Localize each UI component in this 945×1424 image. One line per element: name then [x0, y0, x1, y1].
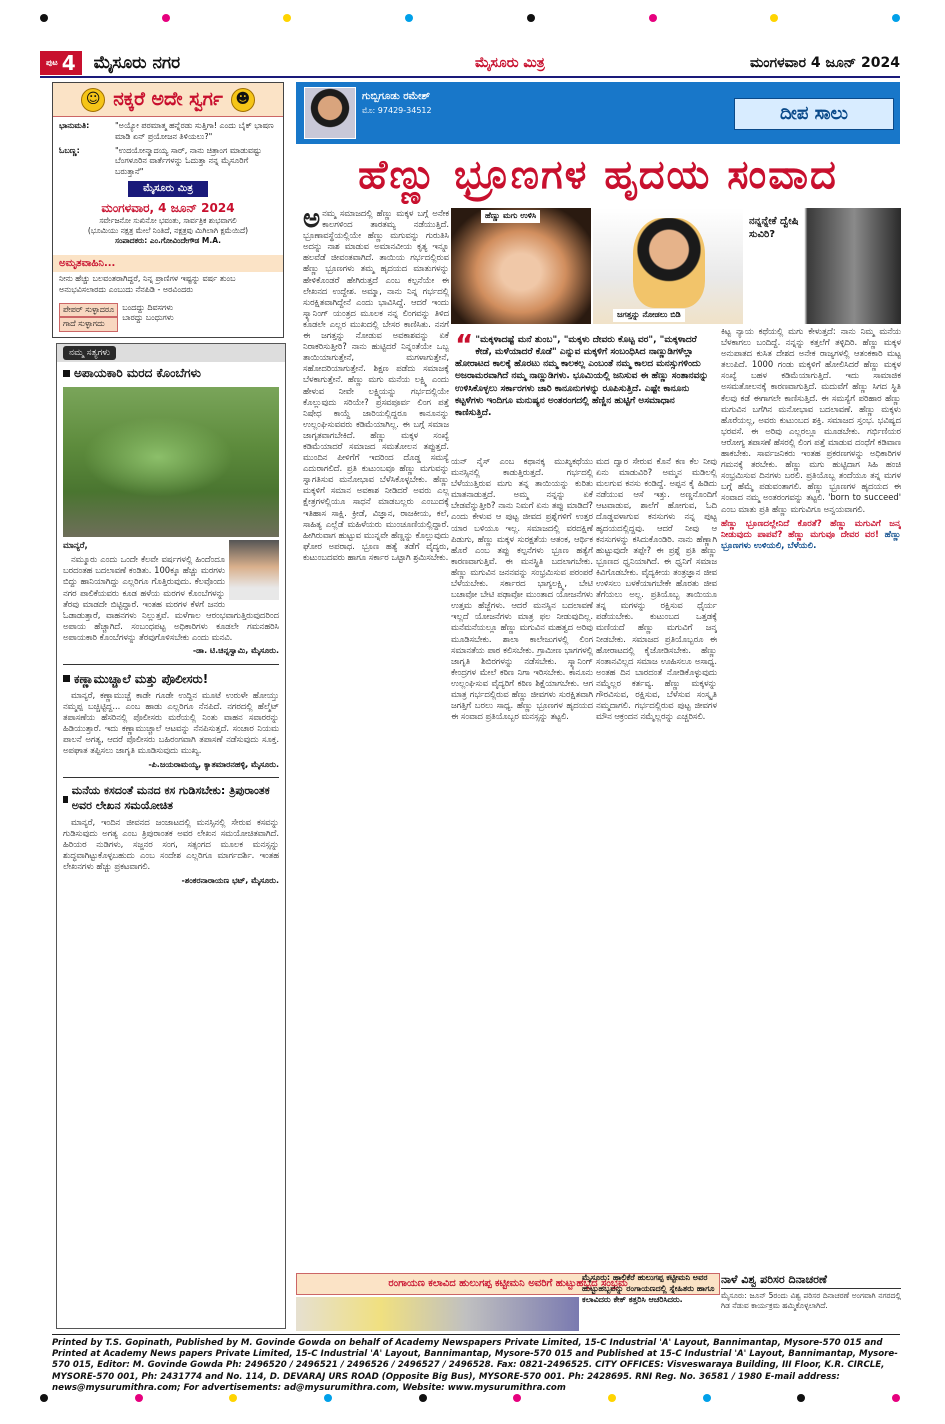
pull-quote-text: "ಮಕ್ಕಳಾದಷ್ಟೆ ಮನೆ ತುಂಬ", "ಮಕ್ಕಳು ದೇವರು ಕೊಟ್ಟ ವರ", "ಮಕ್ಕಳಾದರೆ ಕೇಡೆ, ಮಳೆಯಾದರೆ ಕೊಡೆ" ಎನ್ನುವ ಮಕ್ಕಳಿಗೆ ಸಂಬಂಧಿಸಿದ ನಾಣ್ಣುಡಿಗಳೆಲ್ಲಾ ಹೋರಾಟದ ಕಾಲಕ್ಕೆ ಹೊರಟು ನಮ್ಮ ಕಾಲಕಲ್ಲ ಎಂಬಂತೆ ನಮ್ಮ ಕಾಲದ ಮನಸ್ಸುಗಳಿಂದು ಅಜರಾಮರವಾಗಿದೆ ನಮ್ಮ ನಾಣ್ಣುಡಿಗಳು. ಭೂಮಿಯಲ್ಲಿ ಜನಿಸುವ ಈ ಹೆಣ್ಣು ಸಂತಾನವನ್ನು ಉಳಿಸಿಕೊಳ್ಳಲು ಸರ್ಕಾರಗಳು ಜಾರಿ ಕಾನೂನುಗಳನ್ನು ರೂಪಿಸುತ್ತಿದೆ. ಎಷ್ಟೇ ಕಾನೂನು ಕಟ್ಟಳೆಗಳು ಇಂದಿಗೂ ಮನುಷ್ಯನ ಅಂತರಂಗದಲ್ಲಿ ಹೆಣ್ಣಿನ ಹುಟ್ಟಿಗೆ ಅಸಮಾಧಾನ ಕಾಣಿಸುತ್ತಿದೆ.: [455, 335, 709, 418]
letter-title-text: ಕಣ್ಣಾಮುಚ್ಚಾಲೆ ಮತ್ತು ಪೊಲೀಸರು!: [74, 671, 209, 686]
birthday-event-photo: [296, 1297, 579, 1331]
letter-title-text: ಅಪಾಯಕಾರಿ ಮರದ ಕೊಂಬೆಗಳು: [74, 366, 201, 380]
article-headline: ಹೆಣ್ಣು ಭ್ರೂಣಗಳ ಹೃದಯ ಸಂವಾದ: [358, 152, 838, 198]
tree-photo: [63, 387, 279, 537]
nakkare-date: ಮಂಗಳವಾರ, 4 ಜೂನ್ 2024: [101, 200, 235, 215]
column-banner: [296, 82, 900, 144]
letter-body: [57, 690, 285, 757]
masthead: [40, 50, 900, 78]
child-portrait-photo: [745, 208, 901, 324]
article-column-3: [596, 456, 717, 1270]
page-label: ಪುಟ: [46, 57, 58, 67]
divider: [63, 664, 279, 665]
editor-line: ಸಂಪಾದಕರು: ಎಂ.ಗೋವಿಂದೇಗೌಡ M.A.: [114, 236, 222, 246]
author-photo: [304, 87, 356, 139]
letter-title: [57, 668, 285, 690]
article-column-1: [303, 208, 449, 1270]
environment-day-title: ನಾಳೆ ವಿಶ್ವ ಪರಿಸರ ದಿನಾಚರಣೆ: [721, 1273, 901, 1289]
square-bullet-icon: [63, 796, 68, 803]
highlight-quote-blue: ಹೆಣ್ಣು ಭ್ರೂಣಗಳು ಉಳಿಯಲಿ, ಬೆಳೆಯಲಿ.: [721, 529, 901, 552]
speaker: ಭಾನುಮತಿ:: [59, 121, 90, 130]
author-phone: ಮೊ: 97429-34512: [362, 106, 432, 115]
letter-text: ಮಾನ್ಯರೆ, ಕಣ್ಣಾಮುಚ್ಚೆ ಕಾಡೇ ಗೂಡೇ ಉದ್ದಿನ ಮೂಟೆ ಉರುಳೇ ಹೋಯ್ತು ನಮ್ಮಪ್ಪ ಬಚ್ಚಿಟ್ಟಿದ್ದ... ಎಂಬ ಹಾಡು ಎಲ್ಲರಿಗೂ ನೆನಪಿದೆ. ನಗರದಲ್ಲಿ ಹೆಲ್ಮೆಟ್ ತಪಾಸಣೆಯ ಹೆಸರಿನಲ್ಲಿ ಪೊಲೀಸರು ಮರೆಯಲ್ಲಿ ನಿಂತು ವಾಹನ ಸವಾರರನ್ನು ಹಿಡಿಯುತ್ತಾರೆ. ಇದು ಕಣ್ಣಾಮುಚ್ಚಾಲೆ ಆಟವನ್ನು ನೆನಪಿಸುತ್ತದೆ. ಸಂಚಾರ ನಿಯಮ ಪಾಲನೆ ಅಗತ್ಯ, ಆದರೆ ಪೊಲೀಸರು ಬಹಿರಂಗವಾಗಿ ತಪಾಸಣೆ ನಡೆಸುವುದು ಸೂಕ್ತ. ಅಪಘಾತ ತಪ್ಪಿಸಲು ಜಾಗೃತಿ ಮೂಡಿಸುವುದು ಮುಖ್ಯ.: [63, 690, 279, 756]
nakkare-header: [53, 83, 283, 117]
letter-title: [57, 781, 285, 817]
registration-marks-top: [40, 14, 900, 24]
photo-caption: ಜಗತ್ತನ್ನು ನೋಡಲು ಬಿಡಿ: [613, 309, 685, 322]
motto-line: (ಭೂಮಿಯು ನಕ್ಷತ್ರ ಮೇಲೆ ನಿಂತಿದೆ, ನಕ್ಷತ್ರವು ಮಿಗಿಲಾಗಿ ಕ್ಷಮೆಯಿದೆ): [87, 226, 249, 236]
photo-question: ನನ್ನನ್ನೇಕೆ ದ್ವೇಷಿ ಸುವಿರಿ?: [749, 216, 799, 240]
amrutha-title: ಅಮೃತವಾಹಿನಿ...: [53, 255, 283, 273]
letter-text: ನಮ್ಮೂರು ಎಂದು ಒಂದೇ ಕೆಲವೇ ವರ್ಷಗಳಲ್ಲಿ ಹಿಂದೆಂದೂ ಬರದಂತಹ ಬದಲಾವಣೆ ಕಂಡಿತು. 100ಕ್ಕೂ ಹೆಚ್ಚು ಮರಗಳು ಬಿದ್ದು ಹಾನಿಯಾಗಿದ್ದು ಎಲ್ಲರಿಗೂ ಗೊತ್ತಿರುವುದು. ಕೆಲವೊಂದು ನಗರ ಪಾಲಿಕೆಯವರು ಕೂಡ ಹಳೆಯ ಮರಗಳ ಕೊಂಬೆಗಳನ್ನು ತೆರವು ಮಾಡದೇ ಬಿಟ್ಟಿದ್ದಾರೆ. ಇಂತಹ ಮರಗಳ ಕೆಳಗೆ ಜನರು ಓಡಾಡುತ್ತಾರೆ, ವಾಹನಗಳು ನಿಲ್ಲುತ್ತವೆ. ಮಳೆಗಾಲ ಆರಂಭವಾಗುತ್ತಿರುವುದರಿಂದ ಅಪಾಯ ಹೆಚ್ಚಾಗಿದೆ. ಸಂಬಂಧಪಟ್ಟ ಅಧಿಕಾರಿಗಳು ಕೂಡಲೇ ಗಮನಹರಿಸಿ ಅಪಾಯಕಾರಿ ಕೊಂಬೆಗಳನ್ನು ತೆರವುಗೊಳಿಸಬೇಕು ಎಂದು ಮನವಿ.: [63, 554, 279, 642]
registration-marks-bottom: [40, 1394, 900, 1406]
divider: [63, 777, 279, 778]
crying-girl-photo: [593, 208, 743, 324]
letter-text: ಮಾನ್ಯರೆ, ಇಂದಿನ ಜೀವನದ ಜಂಜಾಟದಲ್ಲಿ ಮನಸ್ಸಿನಲ್ಲಿ ಸೇರುವ ಕಸವನ್ನು ಗುಡಿಸುವುದು ಅಗತ್ಯ ಎಂಬ ತ್ರಿಪುರಾಂತಕ ಅವರ ಲೇಖನ ಸಮಯೋಚಿತವಾಗಿದೆ. ಹಿರಿಯರ ನುಡಿಗಳು, ಸಜ್ಜನರ ಸಂಗ, ಸತ್ಸಂಗದ ಮೂಲಕ ಮನಸ್ಸನ್ನು ಶುದ್ಧವಾಗಿಟ್ಟುಕೊಳ್ಳಬಹುದು ಎಂಬ ಸಂದೇಶ ಎಲ್ಲರಿಗೂ ಮಾರ್ಗದರ್ಶಿ. ಇಂತಹ ಲೇಖನಗಳು ಹೆಚ್ಚು ಪ್ರಕಟವಾಗಲಿ.: [63, 817, 279, 872]
highlight-quote-red: ಹೆಣ್ಣು ಭ್ರೂಣದಲ್ಲೇನಿದೆ ಕೊರತೆ? ಹೆಣ್ಣು ಮಗುವಿಗೆ ಜನ್ಮ ನೀಡುವುದು ಪಾಪವೆ? ಹೆಣ್ಣು ಮಗುವೂ ದೇವರ ವರ!: [721, 518, 901, 540]
letter-signature: -ಶಂಕರನಾರಾಯಣ ಭಟ್, ಮೈಸೂರು.: [181, 875, 279, 885]
article-text: ನಮ್ಮ ಸಮಾಜದಲ್ಲಿ ಹೆಣ್ಣು ಮಕ್ಕಳ ಬಗ್ಗೆ ಅನೇಕ ಕಾಲಗಳಿಂದ ತಾರತಮ್ಯ ನಡೆಯುತ್ತಿದೆ. ಭ್ರೂಣಾವಸ್ಥೆಯಲ್ಲಿಯೇ ಹೆಣ್ಣು ಮಗುವನ್ನು ಗುರುತಿಸಿ ಅದನ್ನು ನಾಶ ಮಾಡುವ ಅಮಾನವೀಯ ಕೃತ್ಯ ಇನ್ನೂ ಹಲವೆಡೆ ಜೀವಂತವಾಗಿದೆ. ತಾಯಿಯ ಗರ್ಭದಲ್ಲಿರುವ ಹೆಣ್ಣು ಭ್ರೂಣಗಳು ತಮ್ಮ ಹೃದಯದ ಮಾತುಗಳನ್ನು ಹೇಳಿಕೊಂಡರೆ ಹೇಗಿರುತ್ತದೆ ಎಂಬ ಕಲ್ಪನೆಯೇ ಈ ಲೇಖನದ ಉದ್ದೇಶ. ಅಮ್ಮಾ, ನಾನು ನಿನ್ನ ಗರ್ಭದಲ್ಲಿ ಸುರಕ್ಷಿತವಾಗಿದ್ದೇನೆ ಎಂದು ಭಾವಿಸಿದ್ದೆ. ಆದರೆ ಇಂದು ಸ್ಕ್ಯಾನಿಂಗ್ ಯಂತ್ರದ ಮೂಲಕ ನನ್ನ ಲಿಂಗವನ್ನು ತಿಳಿದ ಕೂಡಲೇ ಎಲ್ಲರ ಮುಖದಲ್ಲಿ ಬೇಸರ ಕಾಣಿಸಿತು. ನನಗೆ ಈ ಜಗತ್ತನ್ನು ನೋಡುವ ಅವಕಾಶವನ್ನು ಏಕೆ ನಿರಾಕರಿಸುತ್ತೀರಿ? ನಾನು ಹುಟ್ಟಿದರೆ ನಿನ್ನಂತೆಯೇ ಒಬ್ಬ ತಾಯಿಯಾಗುತ್ತೇನೆ, ಮಗಳಾಗುತ್ತೇನೆ, ಸಹೋದರಿಯಾಗುತ್ತೇನೆ. ಶಿಕ್ಷಣ ಪಡೆದು ಸಮಾಜಕ್ಕೆ ಬೆಳಕಾಗುತ್ತೇನೆ. ಹೆಣ್ಣು ಮಗು ಮನೆಯ ಲಕ್ಷ್ಮಿ ಎಂದು ಹೇಳುವ ನೀವೇ ಲಕ್ಷ್ಮಿಯನ್ನು ಗರ್ಭದಲ್ಲಿಯೇ ಕೊಲ್ಲುವುದು ಸರಿಯೇ? ಪ್ರಸವಪೂರ್ವ ಲಿಂಗ ಪತ್ತೆ ನಿಷೇಧ ಕಾಯ್ದೆ ಜಾರಿಯಲ್ಲಿದ್ದರೂ ಕಾನೂನನ್ನು ಉಲ್ಲಂಘಿಸುವವರು ಕಡಿಮೆಯಾಗಿಲ್ಲ. ಈ ಬಗ್ಗೆ ಸಮಾಜ ಜಾಗೃತವಾಗಬೇಕಿದೆ. ಹೆಣ್ಣು ಮಕ್ಕಳ ಸಂಖ್ಯೆ ಕಡಿಮೆಯಾದರೆ ಸಮಾಜದ ಸಮತೋಲನ ತಪ್ಪುತ್ತದೆ. ಮುಂದಿನ ಪೀಳಿಗೆಗೆ ಇದರಿಂದ ದೊಡ್ಡ ಸಮಸ್ಯೆ ಎದುರಾಗಲಿದೆ. ಪ್ರತಿ ಕುಟುಂಬವೂ ಹೆಣ್ಣು ಮಗುವನ್ನು ಸ್ವಾಗತಿಸುವ ಮನೋಭಾವ ಬೆಳೆಸಿಕೊಳ್ಳಬೇಕು. ಹೆಣ್ಣು ಮಕ್ಕಳಿಗೆ ಸಮಾನ ಅವಕಾಶ ನೀಡಿದರೆ ಅವರು ಎಲ್ಲ ಕ್ಷೇತ್ರಗಳಲ್ಲಿಯೂ ಸಾಧನೆ ಮಾಡಬಲ್ಲರು ಎಂಬುದಕ್ಕೆ ಇತಿಹಾಸ ಸಾಕ್ಷಿ. ಕ್ರೀಡೆ, ವಿಜ್ಞಾನ, ರಾಜಕೀಯ, ಕಲೆ, ಸಾಹಿತ್ಯ ಎಲ್ಲೆಡೆ ಮಹಿಳೆಯರು ಮುಂಚೂಣಿಯಲ್ಲಿದ್ದಾರೆ. ಹೀಗಿರುವಾಗ ಹುಟ್ಟುವ ಮುನ್ನವೇ ಹೆಣ್ಣನ್ನು ಕೊಲ್ಲುವುದು ಘೋರ ಅಪರಾಧ. ಭ್ರೂಣ ಹತ್ಯೆ ತಡೆಗೆ ವೈದ್ಯರು, ಕುಟುಂಬದವರು ಹಾಗೂ ಸರ್ಕಾರ ಒಟ್ಟಾಗಿ ಶ್ರಮಿಸಬೇಕು.: [303, 208, 449, 562]
paper-name: ಮೈಸೂರು ಮಿತ್ರ: [475, 54, 545, 71]
author-name: ಗುಬ್ಬಿಗೂಡು ರಮೇಶ್: [362, 91, 431, 102]
letter-title: [57, 362, 285, 384]
paper-logo: ಮೈಸೂರು ಮಿತ್ರ: [128, 181, 208, 197]
page-number-badge: [40, 51, 82, 75]
quote-mark-icon: “: [455, 330, 474, 361]
letter-signature: -ಪಿ.ಜಯರಾಮಯ್ಯ, ಕ್ಯಾತಮಾರನಹಳ್ಳಿ, ಮೈಸೂರು.: [148, 759, 279, 769]
letters-column: [56, 343, 286, 1329]
proverb-tags: [53, 300, 283, 336]
amrutha-text: ನೀನು ಹೆಚ್ಚು ಬಲವಂತರಾಗಿದ್ದರೆ, ನಿನ್ನ ಪ್ರಾಣಿಗಳ ಇಷ್ಟನ್ನು ವರ್ಷ ತುಂಬ ಅನುಭವಿಸಲಾರದು ಎಂಬುದು ನೆನಪಿಡಿ - ಅರವಿಂದರು: [59, 274, 236, 294]
letter-title-text: ಮನೆಯ ಕಸದಂತೆ ಮನದ ಕಸ ಗುಡಿಸಬೇಕು: ತ್ರಿಪುರಾಂತಕ ಅವರ ಲೇಖನ ಸಮಯೋಚಿತ: [71, 784, 270, 813]
proverb-line: ಬಂದದ್ದು ದಿವಸಗಳು: [122, 302, 174, 312]
laughing-face-icon: ☺: [81, 88, 105, 112]
joke-dialogue: [53, 117, 283, 251]
dialogue-row: [59, 121, 277, 143]
highlight-quote: [721, 519, 901, 553]
speaker: ಓಬಣ್ಣ:: [59, 145, 80, 155]
imprint-footer: Printed by T.S. Gopinath, Published by M. Govinde Gowda on behalf of Academy Newspapers Private Limited, 15-C Industrial 'A' Layout, Bannimantap, Mysore-570 015 and Printed at Academy News papers Private Limited, 15-C Industrial 'A' Layout, Bannimantap, Mysore-570 015 and Published at 15-C Industrial 'A' Layout, Bannimantap, Mysore-570 015, Editor: M. Govinde Gowda Ph: 2496520 / 2496521 / 2496526 / 2496527 / 2496528. Fax: 0821-2496525. CITY OFFICES: Visveswaraya Building, III Floor, K.R. CIRCLE, MYSORE-570 001, Ph: 2431774 and No. 114, D. DEVARAJ URS ROAD (Opposite Big Bus), MYSORE-570 001. Ph: 2428695. RNI Reg. No. 36581 / 1980 E-mail address: news@mysurumithra.com; For advertisements: ad@mysurumithra.com, Website: www.mysurumithra.com: [52, 1334, 900, 1378]
environment-day-text: ಮೈಸೂರು: ಜೂನ್ 5ರಂದು ವಿಶ್ವ ಪರಿಸರ ದಿನಾಚರಣೆ ಅಂಗವಾಗಿ ನಗರದಲ್ಲಿ ಗಿಡ ನೆಡುವ ಕಾರ್ಯಕ್ರಮ ಹಮ್ಮಿಕೊಳ್ಳಲಾಗಿದೆ.: [721, 1291, 901, 1310]
issue-date: ಮಂಗಳವಾರ 4 ಜೂನ್ 2024: [749, 54, 900, 71]
laughing-face-icon: ☻: [231, 88, 255, 112]
column-name: ದೀಪ ಸಾಲು: [734, 98, 894, 130]
letter-signature: -ಡಾ. ಟಿ.ಚಿನ್ನಸ್ವಾಮಿ, ಮೈಸೂರು.: [192, 646, 279, 656]
proverb-tag: ಗಾದೆ ಸುಳ್ಳಾಗದು: [59, 317, 118, 332]
motto-line: ಸರ್ವೇಜನೋ ಸುಖಿನೋ ಭವಂತು, ಸಾರ್ವತ್ರಿಕ ಶುಭವಾಗಲಿ: [99, 216, 237, 226]
article-column-2: [451, 456, 593, 1270]
article-text: ಯನ್ ನೈಸ್ ಎಂಬ ಕಥಾನಕ್ಕ ಮುಖ್ಯಕಥೆಯು ಮನಸ್ಸಿನಲ್ಲಿ ಕಾಡುತ್ತಿರುತ್ತದೆ. ಗರ್ಭದಲ್ಲಿ ಬೆಳೆಯುತ್ತಿರುವ ಮಗು ತನ್ನ ತಾಯಿಯನ್ನು ಕುರಿತು ಮಾತನಾಡುತ್ತದೆ. ಅಮ್ಮ ನನ್ನನ್ನು ಏಕೆ ಬೇಡವೆನ್ನುತ್ತೀರಿ? ನಾನು ನಿಮಗೆ ಏನು ತಪ್ಪು ಮಾಡಿದೆ? ಎಂದು ಕೇಳುವ ಆ ಪುಟ್ಟ ಜೀವದ ಪ್ರಶ್ನೆಗಳಿಗೆ ಉತ್ತರ ಯಾರ ಬಳಿಯೂ ಇಲ್ಲ. ಸಮಾಜದಲ್ಲಿ ವರದಕ್ಷಿಣೆ ಪಿಡುಗು, ಹೆಣ್ಣು ಮಕ್ಕಳ ಸುರಕ್ಷತೆಯ ಆತಂಕ, ಆರ್ಥಿಕ ಹೊರೆ ಎಂಬ ತಪ್ಪು ಕಲ್ಪನೆಗಳು ಭ್ರೂಣ ಹತ್ಯೆಗೆ ಕಾರಣವಾಗುತ್ತಿವೆ. ಈ ಮನಸ್ಥಿತಿ ಬದಲಾಗಬೇಕು. ಹೆಣ್ಣು ಮಗುವಿನ ಜನನವನ್ನು ಸಂಭ್ರಮಿಸುವ ಪರಂಪರೆ ಬೆಳೆಯಬೇಕು. ಸರ್ಕಾರದ ಭಾಗ್ಯಲಕ್ಷ್ಮಿ, ಬೇಟಿ ಬಚಾವೋ ಬೇಟಿ ಪಢಾವೋ ಮುಂತಾದ ಯೋಜನೆಗಳು ಉತ್ತಮ ಹೆಜ್ಜೆಗಳು. ಆದರೆ ಮನಸ್ಸಿನ ಬದಲಾವಣೆ ಇಲ್ಲದೆ ಯೋಜನೆಗಳು ಮಾತ್ರ ಫಲ ನೀಡುವುದಿಲ್ಲ. ಮನೆಮನೆಯಲ್ಲೂ ಹೆಣ್ಣು ಮಗುವಿನ ಮಹತ್ವದ ಅರಿವು ಮೂಡಿಸಬೇಕು. ಶಾಲಾ ಕಾಲೇಜುಗಳಲ್ಲಿ ಲಿಂಗ ಸಮಾನತೆಯ ಪಾಠ ಕಲಿಸಬೇಕು. ಗ್ರಾಮೀಣ ಭಾಗಗಳಲ್ಲಿ ಜಾಗೃತಿ ಶಿಬಿರಗಳನ್ನು ನಡೆಸಬೇಕು. ಸ್ಕ್ಯಾನಿಂಗ್ ಕೇಂದ್ರಗಳ ಮೇಲೆ ಕಠಿಣ ನಿಗಾ ಇರಿಸಬೇಕು. ಕಾನೂನು ಉಲ್ಲಂಘಿಸುವ ವೈದ್ಯರಿಗೆ ಕಠಿಣ ಶಿಕ್ಷೆಯಾಗಬೇಕು. ಆಗ ಮಾತ್ರ ಗರ್ಭದಲ್ಲಿರುವ ಹೆಣ್ಣು ಜೀವಗಳು ಸುರಕ್ಷಿತವಾಗಿ ಜಗತ್ತಿಗೆ ಬರಲು ಸಾಧ್ಯ. ಹೆಣ್ಣು ಭ್ರೂಣಗಳ ಹೃದಯದ ಈ ಸಂವಾದ ಪ್ರತಿಯೊಬ್ಬರ ಮನಸ್ಸನ್ನು ತಟ್ಟಲಿ.: [451, 456, 593, 722]
article-column-4: [721, 326, 901, 1270]
salutation: ಮಾನ್ಯರೆ,: [63, 540, 88, 551]
rangayana-title: ರಂಗಾಯಣ ಕಲಾವಿದ ಹುಲುಗಪ್ಪ ಕಟ್ಟೀಮನಿ ಅವರಿಗೆ ಹುಟ್ಟುಹಬ್ಬದ ಸಂಭ್ರಮ: [296, 1273, 720, 1295]
dialogue-row: [59, 146, 277, 178]
nakkare-box: [52, 82, 284, 338]
speech: "ಅಯ್ಯೋ ಪರಮಾತ್ಮ ಹನ್ನೆರಡು ಸುತ್ತಿಗಾ! ಎಂದು ಬೈಕ್ ಭಾಷಣ ಮಾಡಿ ಏನ್ ಪ್ರಯೋಜನ ತಿಳಿಯಲು?": [115, 121, 274, 141]
letters-header-label: ನಮ್ಮ ಸತ್ಯಗಳು: [63, 346, 116, 360]
girl-illustration: [633, 218, 705, 308]
square-bullet-icon: [63, 675, 70, 682]
section-title: ಮೈಸೂರು ನಗರ: [93, 52, 181, 73]
article-text: ಕಿಟ್ಟ ನ್ಯಾಯ ಕಥೆಯಲ್ಲಿ ಮಗು ಕೇಳುತ್ತದೆ: ನಾನು ನಿಮ್ಮ ಮನೆಯ ಬೆಳಕಾಗಲು ಬಂದಿದ್ದೆ. ನನ್ನನ್ನು ಕತ್ತಲೆಗೆ ತಳ್ಳಿದಿರಿ. ಹೆಣ್ಣು ಮಕ್ಕಳ ಅನುಪಾತದ ಕುಸಿತ ದೇಶದ ಅನೇಕ ರಾಜ್ಯಗಳಲ್ಲಿ ಆತಂಕಕಾರಿ ಮಟ್ಟ ತಲುಪಿದೆ. 1000 ಗಂಡು ಮಕ್ಕಳಿಗೆ ಹೋಲಿಸಿದರೆ ಹೆಣ್ಣು ಮಕ್ಕಳ ಸಂಖ್ಯೆ ಬಹಳ ಕಡಿಮೆಯಾಗುತ್ತಿದೆ. ಇದು ಸಾಮಾಜಿಕ ಅಸಮತೋಲನಕ್ಕೆ ಕಾರಣವಾಗುತ್ತಿದೆ. ಮದುವೆಗೆ ಹೆಣ್ಣು ಸಿಗದ ಸ್ಥಿತಿ ಕೆಲವು ಕಡೆ ಈಗಾಗಲೇ ಕಾಣಿಸುತ್ತಿದೆ. ಈ ಸಮಸ್ಯೆಗೆ ಪರಿಹಾರ ಹೆಣ್ಣು ಮಗುವಿನ ಬಗೆಗಿನ ಮನೋಭಾವ ಬದಲಾವಣೆ. ಹೆಣ್ಣು ಮಕ್ಕಳು ಹೊರೆಯಲ್ಲ, ಅವರು ಕುಟುಂಬದ ಶಕ್ತಿ. ಸಮಾಜದ ಸ್ತಂಭ. ಭವಿಷ್ಯದ ಭರವಸೆ. ಈ ಅರಿವು ಎಲ್ಲರಲ್ಲೂ ಮೂಡಬೇಕು. ಗರ್ಭಿಣಿಯರ ಆರೋಗ್ಯ ತಪಾಸಣೆ ಹೆಸರಲ್ಲಿ ಲಿಂಗ ಪತ್ತೆ ಮಾಡುವ ದಂಧೆಗೆ ಕಡಿವಾಣ ಹಾಕಬೇಕು. ಸಾರ್ವಜನಿಕರು ಇಂತಹ ಪ್ರಕರಣಗಳನ್ನು ಅಧಿಕಾರಿಗಳ ಗಮನಕ್ಕೆ ತರಬೇಕು. ಹೆಣ್ಣು ಮಗು ಹುಟ್ಟಿದಾಗ ಸಿಹಿ ಹಂಚಿ ಸಂಭ್ರಮಿಸುವ ದಿನಗಳು ಬರಲಿ. ಪ್ರತಿಯೊಬ್ಬ ತಂದೆಯೂ ತನ್ನ ಮಗಳ ಬಗ್ಗೆ ಹೆಮ್ಮೆ ಪಡುವಂತಾಗಲಿ. ಹೆಣ್ಣು ಭ್ರೂಣಗಳ ಹೃದಯದ ಈ ಸಂವಾದ ನಮ್ಮ ಅಂತರಂಗವನ್ನು ತಟ್ಟಲಿ. 'born to succeed' ಎಂಬ ಮಾತು ಪ್ರತಿ ಹೆಣ್ಣು ಮಗುವಿಗೂ ಅನ್ವಯವಾಗಲಿ.: [721, 326, 901, 514]
drop-cap: ಅ: [303, 208, 321, 234]
article-text: ಮದ ದ್ವಾರ ಸೇರುವ ಕೊನೆ ಕಣ ಕೆಲ ನೀವು ಏನು ಮಾಡುವಿರಿ? ಅಮ್ಮನ ಮಡಿಲಲ್ಲಿ ಮಲಗುವ ಕನಸು ಕಂಡಿದ್ದೆ. ಅಪ್ಪನ ಕೈ ಹಿಡಿದು ನಡೆಯುವ ಆಸೆ ಇತ್ತು. ಅಣ್ಣನೊಂದಿಗೆ ಆಟವಾಡುವ, ಶಾಲೆಗೆ ಹೋಗುವ, ಓದಿ ದೊಡ್ಡವಳಾಗುವ ಕನಸುಗಳು ನನ್ನ ಪುಟ್ಟ ಹೃದಯದಲ್ಲಿದ್ದವು. ಆದರೆ ನೀವು ಆ ಕನಸುಗಳನ್ನು ಕಸಿದುಕೊಂಡಿರಿ. ನಾನು ಹೆಣ್ಣಾಗಿ ಹುಟ್ಟುವುದೇ ತಪ್ಪೇ? ಈ ಪ್ರಶ್ನೆ ಪ್ರತಿ ಹೆಣ್ಣು ಭ್ರೂಣದ ಧ್ವನಿಯಾಗಿದೆ. ಈ ಧ್ವನಿಗೆ ಸಮಾಜ ಕಿವಿಗೊಡಬೇಕು. ವೈದ್ಯಕೀಯ ತಂತ್ರಜ್ಞಾನ ಜೀವ ಉಳಿಸಲು ಬಳಕೆಯಾಗಬೇಕೇ ಹೊರತು ಜೀವ ತೆಗೆಯಲು ಅಲ್ಲ. ಪ್ರತಿಯೊಬ್ಬ ತಾಯಿಯೂ ತನ್ನ ಮಗಳನ್ನು ರಕ್ಷಿಸುವ ಧೈರ್ಯ ಪಡೆಯಬೇಕು. ಕುಟುಂಬದ ಒತ್ತಡಕ್ಕೆ ಮಣಿಯದೆ ಹೆಣ್ಣು ಮಗುವಿಗೆ ಜನ್ಮ ನೀಡಬೇಕು. ಸಮಾಜದ ಪ್ರತಿಯೊಬ್ಬರೂ ಈ ಹೋರಾಟದಲ್ಲಿ ಕೈಜೋಡಿಸಬೇಕು. ಹೆಣ್ಣು ಸಂತಾನವಿಲ್ಲದ ಸಮಾಜ ಊಹಿಸಲೂ ಅಸಾಧ್ಯ. ಅಂತಹ ದಿನ ಬಾರದಂತೆ ನೋಡಿಕೊಳ್ಳುವುದು ನಮ್ಮೆಲ್ಲರ ಕರ್ತವ್ಯ. ಹೆಣ್ಣು ಮಕ್ಕಳನ್ನು ಗೌರವಿಸುವ, ರಕ್ಷಿಸುವ, ಬೆಳೆಸುವ ಸಂಸ್ಕೃತಿ ನಮ್ಮದಾಗಲಿ. ಗರ್ಭದಲ್ಲಿರುವ ಪುಟ್ಟ ಜೀವಗಳ ಮೌನ ಆಕ್ರಂದನ ನಮ್ಮೆಲ್ಲರನ್ನು ಎಚ್ಚರಿಸಲಿ.: [596, 456, 717, 722]
page-number: 4: [61, 50, 76, 75]
speech: "ಉದಯೋನ್ಮಾದಯ್ಯ ಸಾರ್, ನಾನು ಚಿತ್ರಾಂಗ ಮಾಡುವಷ್ಟು ಬೆಂಗಳೂರಿನ ವಾರ್ತೆಗಳನ್ನು ಓದುತ್ತಾ ನನ್ನ ಮೈಸೂರಿಗೆ ಬರುತ್ತಾನೆ": [115, 145, 262, 177]
author-photo: [229, 540, 279, 600]
letters-header: [57, 344, 285, 362]
letter-body: [57, 540, 285, 643]
photo-caption: ಹೆಣ್ಣು ಮಗು ಉಳಿಸಿ: [481, 210, 540, 223]
square-bullet-icon: [63, 370, 70, 377]
hands-holding-baby-photo: [451, 208, 591, 324]
event-caption: ಮೈಸೂರು: ಹಾಲಿಕೆರೆ ಹುಲುಗಪ್ಪ ಕಟ್ಟೀಮನಿ ಅವರ ಹುಟ್ಟುಹಬ್ಬವನ್ನು ರಂಗಾಯಣದಲ್ಲಿ ಸ್ನೇಹಿತರು ಹಾಗೂ ಕಲಾವಿದರು ಕೇಕ್ ಕತ್ತರಿಸಿ ಆಚರಿಸಿದರು.: [582, 1273, 715, 1304]
proverb-tag: ಪೇಪರ್ ಸುಳ್ಳಾದರೂ: [59, 303, 118, 318]
photo-strip: [451, 208, 901, 326]
pull-quote: [451, 330, 717, 452]
proverb-line: ಬಾರದ್ದು ಬಂಧುಗಳು: [122, 313, 174, 323]
nakkare-title: ನಕ್ಕರೆ ಅದೇ ಸ್ವರ್ಗ: [113, 87, 223, 110]
letter-body: [57, 817, 285, 872]
